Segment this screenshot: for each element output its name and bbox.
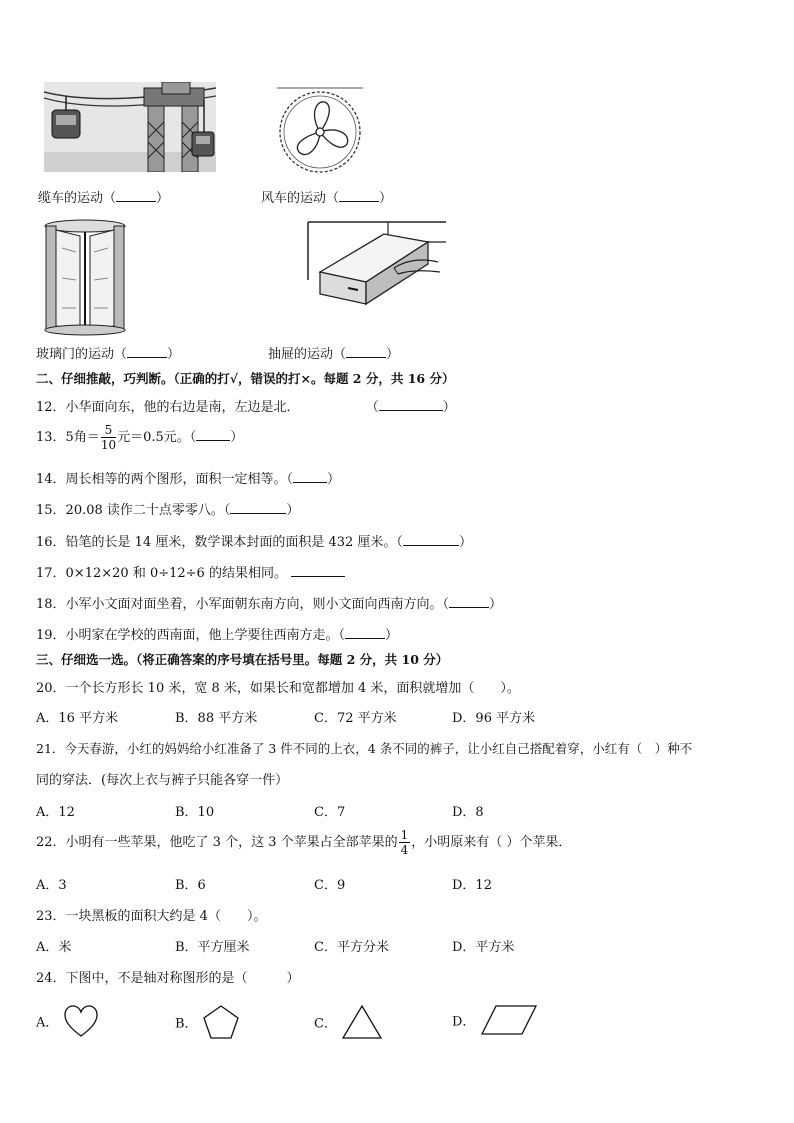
question-21-line-1: 21．今天春游，小红的妈妈给小红准备了 3 件不同的上衣，4 条不同的裤子，让小红自己搭配着穿，小红有（ ）种不 bbox=[36, 741, 693, 756]
q23-option-d[interactable]: D．平方米 bbox=[452, 940, 515, 955]
question-19: 19．小明家在学校的西南面，他上学要往西南方走。（ ） bbox=[36, 628, 399, 643]
answer-blank[interactable] bbox=[346, 345, 386, 358]
q24-option-c[interactable]: C． bbox=[314, 1004, 383, 1040]
answer-blank[interactable] bbox=[379, 398, 443, 411]
glass-door-label: 玻璃门的运动（ ） bbox=[36, 347, 181, 362]
fraction: $\frac{1}{4}$ bbox=[400, 828, 409, 857]
question-13: 13．5角＝ $\frac{5}{10}$ 元＝0.5元。（ ） bbox=[36, 423, 244, 452]
q24-option-d[interactable]: D． bbox=[452, 1004, 538, 1036]
parallelogram-shape bbox=[480, 1004, 538, 1036]
answer-blank[interactable] bbox=[339, 189, 379, 202]
pentagon-shape bbox=[202, 1004, 240, 1040]
q22-option-b[interactable]: B．6 bbox=[175, 878, 206, 893]
triangle-shape bbox=[341, 1004, 383, 1040]
answer-blank[interactable] bbox=[293, 470, 327, 483]
q21-option-b[interactable]: B．10 bbox=[175, 805, 215, 820]
answer-blank[interactable] bbox=[345, 626, 385, 639]
q24-option-b[interactable]: B． bbox=[175, 1004, 240, 1040]
question-24: 24．下图中，不是轴对称图形的是（ ） bbox=[36, 971, 300, 986]
question-16: 16．铅笔的长是 14 厘米，数学课本封面的面积是 432 厘米。（ ） bbox=[36, 535, 472, 550]
q23-option-a[interactable]: A．米 bbox=[36, 940, 72, 955]
question-12: 12．小华面向东，他的右边是南，左边是北． （ ） bbox=[36, 400, 456, 415]
q22-option-c[interactable]: C．9 bbox=[314, 878, 346, 893]
q23-option-b[interactable]: B．平方厘米 bbox=[175, 940, 250, 955]
question-20: 20．一个长方形长 10 米，宽 8 米，如果长和宽都增加 4 米，面积就增加（ ）。 bbox=[36, 681, 520, 696]
q22-option-a[interactable]: A．3 bbox=[36, 878, 67, 893]
question-18: 18．小军小文面对面坐着，小军面朝东南方向，则小文面向西南方向。（ ） bbox=[36, 597, 503, 612]
section-2-title: 二、仔细推敲，巧判断。（正确的打√，错误的打×。每题 2 分，共 16 分） bbox=[36, 371, 455, 386]
question-15: 15．20.08 读作二十点零零八。（ ） bbox=[36, 503, 300, 518]
drawer-image bbox=[298, 220, 448, 330]
cable-car-label: 缆车的运动（ ） bbox=[38, 191, 170, 206]
q21-option-a[interactable]: A．12 bbox=[36, 805, 75, 820]
answer-blank[interactable] bbox=[196, 428, 230, 441]
q22-option-d[interactable]: D．12 bbox=[452, 878, 492, 893]
q20-option-d[interactable]: D．96 平方米 bbox=[452, 711, 536, 726]
windmill-label: 风车的运动（ ） bbox=[261, 191, 393, 206]
question-22: 22．小明有一些苹果，他吃了 3 个，这 3 个苹果占全部苹果的 $\frac{1}{4}$ ，小明原来有（ ）个苹果． bbox=[36, 828, 572, 857]
q23-option-c[interactable]: C．平方分米 bbox=[314, 940, 389, 955]
section-3-title: 三、仔细选一选。（将正确答案的序号填在括号里。每题 2 分，共 10 分） bbox=[36, 652, 449, 667]
cable-car-image bbox=[44, 82, 216, 172]
q24-option-a[interactable]: A． bbox=[36, 1004, 99, 1038]
q21-option-c[interactable]: C．7 bbox=[314, 805, 346, 820]
fraction: $\frac{5}{10}$ bbox=[100, 423, 117, 452]
q20-option-a[interactable]: A．16 平方米 bbox=[36, 711, 119, 726]
answer-blank[interactable] bbox=[116, 189, 156, 202]
answer-blank[interactable] bbox=[449, 595, 489, 608]
question-17: 17．0×12×20 和 0÷12÷6 的结果相同。 bbox=[36, 562, 345, 581]
revolving-glass-door-image bbox=[40, 218, 130, 336]
windmill-image bbox=[275, 86, 365, 176]
answer-blank[interactable] bbox=[291, 564, 345, 577]
q20-option-c[interactable]: C．72 平方米 bbox=[314, 711, 397, 726]
heart-shape bbox=[63, 1004, 99, 1038]
q21-option-d[interactable]: D．8 bbox=[452, 805, 484, 820]
answer-blank[interactable] bbox=[127, 345, 167, 358]
answer-blank[interactable] bbox=[403, 533, 459, 546]
question-23: 23．一块黑板的面积大约是 4（ ）。 bbox=[36, 909, 267, 924]
q20-option-b[interactable]: B．88 平方米 bbox=[175, 711, 258, 726]
question-21-line-2: 同的穿法．(每次上衣与裤子只能各穿一件） bbox=[36, 773, 289, 788]
question-14: 14．周长相等的两个图形，面积一定相等。（ ） bbox=[36, 472, 341, 487]
drawer-label: 抽屉的运动（ ） bbox=[268, 347, 400, 362]
answer-blank[interactable] bbox=[230, 501, 286, 514]
